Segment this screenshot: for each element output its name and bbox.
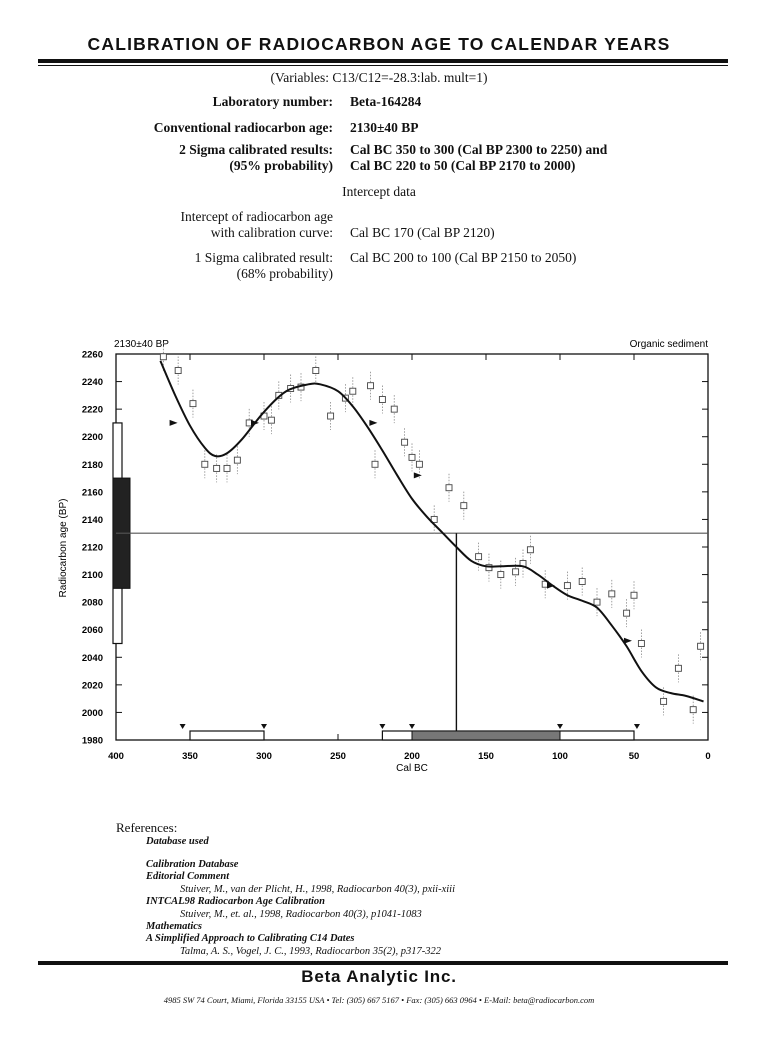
one-sigma-cal-range bbox=[412, 731, 560, 740]
data-point bbox=[690, 707, 696, 713]
x-tick-label: 400 bbox=[108, 751, 124, 762]
x-tick-label: 50 bbox=[628, 751, 640, 762]
conventional-age-label: Conventional radiocarbon age: bbox=[153, 120, 333, 135]
y-tick-label: 2080 bbox=[81, 597, 103, 609]
range-marker bbox=[634, 724, 640, 729]
intercept-label-2: with calibration curve: bbox=[210, 225, 333, 240]
range-marker bbox=[180, 724, 186, 729]
range-marker bbox=[557, 724, 563, 729]
data-point bbox=[698, 643, 704, 649]
page-title: CALIBRATION OF RADIOCARBON AGE TO CALENDAR YEARS bbox=[87, 34, 671, 54]
data-point bbox=[379, 396, 385, 402]
data-point bbox=[372, 461, 378, 467]
data-point bbox=[202, 461, 208, 467]
data-point bbox=[594, 599, 600, 605]
data-point bbox=[661, 698, 667, 704]
y-tick-label: 2000 bbox=[81, 707, 103, 719]
two-sigma-label: 2 Sigma calibrated results: bbox=[179, 142, 333, 157]
data-point bbox=[513, 569, 519, 575]
ref-simplified-citation: Talma, A. S., Vogel, J. C., 1993, Radiocarbon 35(2), p317-322 bbox=[180, 946, 442, 957]
y-tick-label: 2200 bbox=[81, 432, 103, 444]
data-point bbox=[234, 457, 240, 463]
chart-subtitle: Organic sediment bbox=[629, 339, 708, 350]
data-point bbox=[224, 465, 230, 471]
y-tick-label: 2100 bbox=[81, 570, 103, 582]
range-marker bbox=[261, 724, 267, 729]
y-axis-label: Radiocarbon age (BP) bbox=[58, 498, 69, 598]
data-point bbox=[409, 454, 415, 460]
data-point bbox=[313, 368, 319, 374]
two-sigma-value-1: Cal BC 350 to 300 (Cal BP 2300 to 2250) and bbox=[350, 142, 608, 157]
y-tick-label: 2160 bbox=[81, 487, 103, 499]
intercept-heading: Intercept data bbox=[342, 184, 416, 199]
data-point bbox=[461, 503, 467, 509]
x-tick-label: 300 bbox=[256, 751, 272, 762]
calibration-curve bbox=[160, 361, 703, 702]
data-point bbox=[391, 406, 397, 412]
data-point bbox=[527, 547, 533, 553]
data-point bbox=[564, 583, 570, 589]
one-sigma-value: Cal BC 200 to 100 (Cal BP 2150 to 2050) bbox=[350, 250, 577, 265]
data-point bbox=[416, 461, 422, 467]
plot-frame bbox=[116, 354, 708, 740]
data-point bbox=[631, 592, 637, 598]
y-tick-label: 2060 bbox=[81, 625, 103, 637]
ref-intcal-citation: Stuiver, M., et. al., 1998, Radiocarbon 40(3), p1041-1083 bbox=[180, 909, 422, 920]
ref-mathematics: Mathematics bbox=[146, 921, 203, 932]
y-tick-label: 2260 bbox=[81, 349, 103, 361]
y-tick-label: 2120 bbox=[81, 542, 103, 554]
two-sigma-value-2: Cal BC 220 to 50 (Cal BP 2170 to 2000) bbox=[350, 158, 576, 173]
data-point bbox=[214, 465, 220, 471]
curve-marker bbox=[624, 638, 632, 644]
intercept-label-1: Intercept of radiocarbon age bbox=[180, 209, 333, 224]
variables-text: (Variables: C13/C12=-28.3:lab. mult=1) bbox=[270, 70, 488, 85]
conventional-age-value: 2130±40 BP bbox=[350, 120, 419, 135]
data-point bbox=[368, 383, 374, 389]
data-point bbox=[498, 572, 504, 578]
data-point bbox=[638, 641, 644, 647]
y-tick-label: 2140 bbox=[81, 514, 103, 526]
two-sigma-probability: (95% probability) bbox=[229, 158, 333, 173]
data-point bbox=[675, 665, 681, 671]
y-tick-label: 2020 bbox=[81, 680, 103, 692]
ref-calibration-database: Calibration Database bbox=[146, 859, 239, 870]
range-marker bbox=[379, 724, 385, 729]
lab-number-value: Beta-164284 bbox=[350, 94, 422, 109]
data-point bbox=[476, 554, 482, 560]
curve-marker bbox=[414, 472, 422, 478]
data-point bbox=[624, 610, 630, 616]
y-tick-label: 2180 bbox=[81, 459, 103, 471]
data-point bbox=[579, 578, 585, 584]
data-point bbox=[328, 413, 334, 419]
y-tick-label: 2220 bbox=[81, 404, 103, 416]
two-sigma-cal-range bbox=[190, 731, 264, 740]
company-name: Beta Analytic Inc. bbox=[301, 967, 457, 986]
chart-title: 2130±40 BP bbox=[114, 339, 169, 350]
company-address: 4985 SW 74 Court, Miami, Florida 33155 USA • Tel: (305) 667 5167 • Fax: (305) 663 0964 • E-Mail: beta@radiocarbon.com bbox=[163, 995, 595, 1005]
x-tick-label: 150 bbox=[478, 751, 494, 762]
x-tick-label: 250 bbox=[330, 751, 346, 762]
lab-number-label: Laboratory number: bbox=[212, 94, 333, 109]
references-heading: References: bbox=[116, 820, 178, 835]
x-tick-label: 200 bbox=[404, 751, 420, 762]
one-sigma-label: 1 Sigma calibrated result: bbox=[194, 250, 333, 265]
y-tick-label: 1980 bbox=[81, 735, 103, 747]
intercept-value: Cal BC 170 (Cal BP 2120) bbox=[350, 225, 495, 240]
data-point bbox=[402, 439, 408, 445]
ref-database-used: Database used bbox=[146, 836, 209, 847]
data-point bbox=[190, 401, 196, 407]
data-point bbox=[175, 368, 181, 374]
y-tick-label: 2040 bbox=[81, 652, 103, 664]
ref-editorial-comment: Editorial Comment bbox=[146, 871, 230, 882]
x-tick-label: 0 bbox=[705, 751, 711, 762]
range-marker bbox=[409, 724, 415, 729]
one-sigma-probability: (68% probability) bbox=[236, 266, 333, 281]
ref-editorial-citation: Stuiver, M., van der Plicht, H., 1998, Radiocarbon 40(3), pxii-xiii bbox=[180, 884, 455, 895]
curve-marker bbox=[369, 420, 377, 426]
y-tick-label: 2240 bbox=[81, 377, 103, 389]
x-axis-label: Cal BC bbox=[396, 763, 428, 774]
data-point bbox=[609, 591, 615, 597]
data-point bbox=[268, 417, 274, 423]
data-point bbox=[160, 354, 166, 360]
data-point bbox=[446, 485, 452, 491]
ref-simplified: A Simplified Approach to Calibrating C14 Dates bbox=[146, 933, 355, 944]
footer-rule bbox=[38, 961, 728, 965]
x-tick-label: 350 bbox=[182, 751, 198, 762]
data-point bbox=[350, 388, 356, 394]
curve-marker bbox=[170, 420, 178, 426]
x-tick-label: 100 bbox=[552, 751, 568, 762]
ref-intcal: INTCAL98 Radiocarbon Age Calibration bbox=[146, 896, 326, 907]
